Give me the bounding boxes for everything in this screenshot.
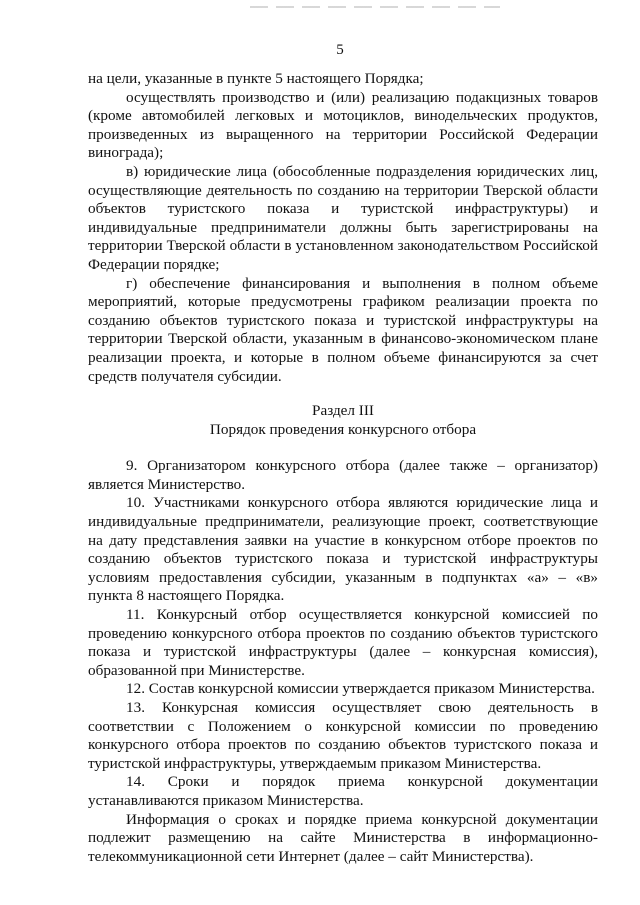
paragraph-12: 12. Состав конкурсной комиссии утверждается приказом Министерства. [126,680,595,698]
paragraph-11: 11. Конкурсный отбор осуществляется конкурсной комиссией по проведению конкурсного отбора проектов по созданию объектов туристского показа и туристской инфраструктуры (далее – конкурсная комиссия), образованной при Министерстве. [88,606,598,679]
section-number: Раздел III [312,402,374,420]
scan-artifact [250,6,500,8]
section-title: Порядок проведения конкурсного отбора [209,420,477,438]
document-body [88,70,598,866]
paragraph-info: Информация о сроках и порядке приема конкурсной документации подлежит размещению на сайте Министерства в информационно-телекоммуникационной сети Интернет (далее – сайт Министерства). [88,810,598,865]
paragraph-item-g: г) обеспечение финансирования и выполнения в полном объеме мероприятий, которые предусмотрены графиком реализации проекта по созданию объектов туристского показа и туристской инфраструктуры на территории Тверской области, указанным в финансово-экономическом плане реализации проекта, и которые в полном объеме финансируются за счет средств получателя субсидии. [88,274,598,385]
paragraph-item-v: в) юридические лица (обособленные подразделения юридических лиц, осуществляющие деятельность по созданию на территории Тверской области объектов туристского показа и туристской инфраструктуры) и индивидуальные предприниматели должны быть зарегистрированы на территории Тверской области в установленном законодательством Российской Федерации порядке; [88,162,598,273]
paragraph-continuation: на цели, указанные в пункте 5 настоящего Порядка; [88,70,424,87]
paragraph-10: 10. Участниками конкурсного отбора являются юридические лица и индивидуальные предприниматели, реализующие проект, соответствующие на дату представления заявки на участие в конкурсном отборе проектов по созданию объектов туристского показа и туристской инфраструктуры условиям предоставления субсидии, указанным в подпунктах «а» – «в» пункта 8 настоящего Порядка. [88,494,598,605]
paragraph-excise-goods: осуществлять производство и (или) реализацию подакцизных товаров (кроме автомобилей легковых и мотоциклов, винодельческих продуктов, произведенных из выращенного на территории Российской Федерации винограда); [88,88,598,162]
paragraph-9: 9. Организатором конкурсного отбора (далее также – организатор) является Министерство. [88,457,598,493]
paragraph-14: 14. Сроки и порядок приема конкурсной документации устанавливаются приказом Министерства. [88,773,598,809]
paragraph-13: 13. Конкурсная комиссия осуществляет свою деятельность в соответствии с Положением о конкурсной комиссии по проведению конкурсного отбора проектов по созданию объектов туристского показа и туристской инфраструктуры, утверждаемым приказом Министерства. [88,699,598,772]
page-number: 5 [336,42,344,58]
